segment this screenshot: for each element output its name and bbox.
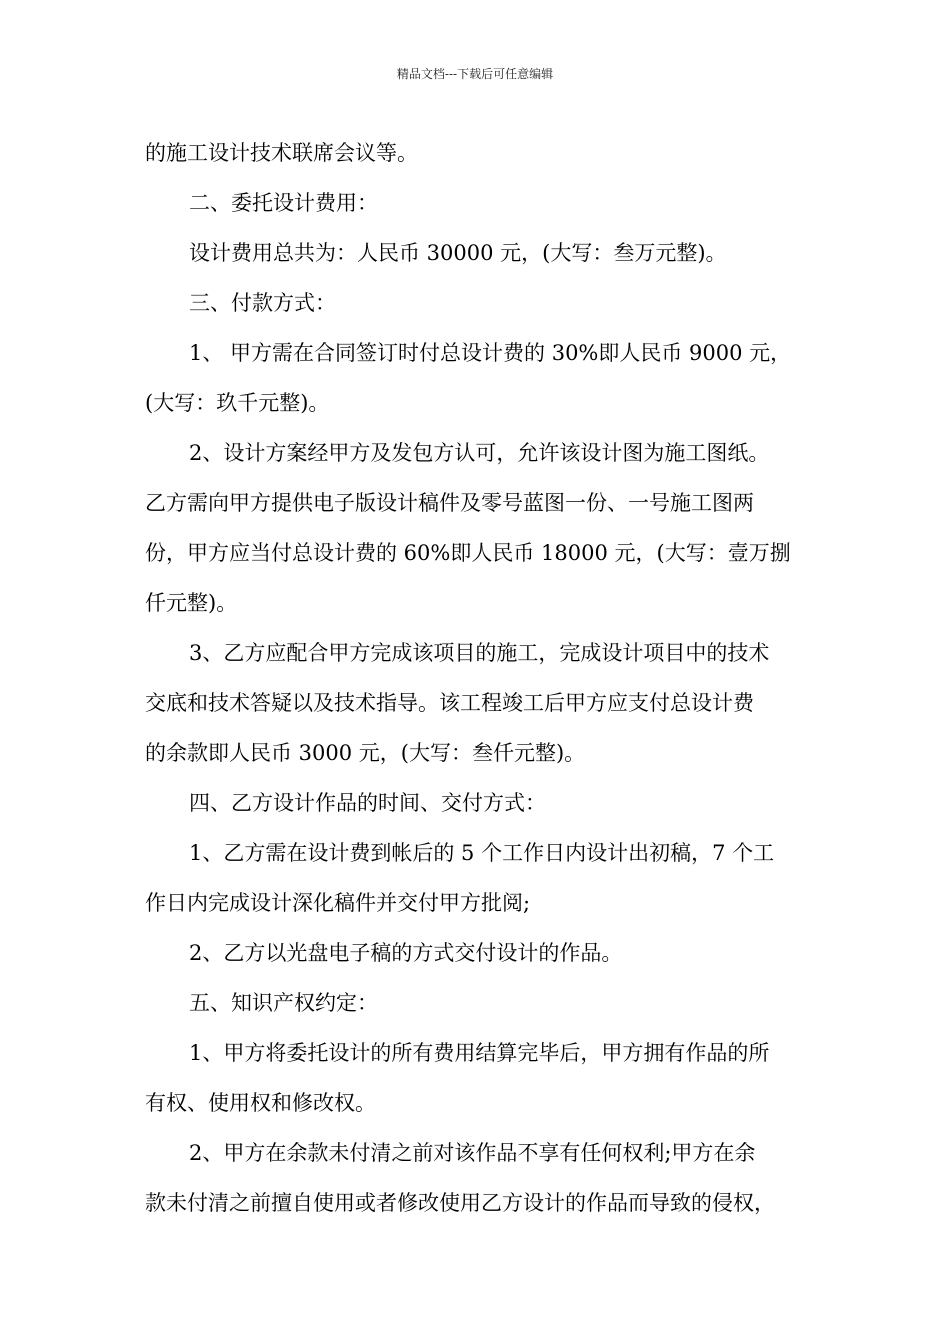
paragraph-line: 交底和技术答疑以及技术指导。该工程竣工后甲方应支付总设计费 — [145, 691, 754, 715]
paragraph-line: 的施工设计技术联席会议等。 — [145, 141, 418, 165]
section-heading: 五、知识产权约定： — [189, 991, 378, 1015]
paragraph-line: 的余款即人民币 3000 元，(大写：叁仟元整)。 — [145, 741, 586, 765]
paragraph-line: 份，甲方应当付总设计费的 60%即人民币 18000 元，(大写：壹万捌 — [145, 541, 791, 565]
paragraph-line: 2、甲方在余款未付清之前对该作品不享有任何权利;甲方在余 — [189, 1141, 756, 1165]
page-header: 精品文档---下载后可任意编辑 — [396, 67, 554, 81]
section-heading: 四、乙方设计作品的时间、交付方式： — [189, 791, 546, 815]
paragraph-line: 作日内完成设计深化稿件并交付甲方批阅; — [145, 891, 531, 915]
paragraph-line: 2、乙方以光盘电子稿的方式交付设计的作品。 — [189, 941, 623, 965]
paragraph-line: 设计费用总共为：人民币 30000 元，(大写：叁万元整)。 — [189, 241, 727, 265]
paragraph-line: 1、乙方需在设计费到帐后的 5 个工作日内设计出初稿，7 个工 — [189, 841, 775, 865]
section-heading: 三、付款方式： — [189, 291, 336, 315]
paragraph-line: 3、乙方应配合甲方完成该项目的施工，完成设计项目中的技术 — [189, 641, 770, 665]
paragraph-line: (大写：玖千元整)。 — [145, 391, 330, 415]
paragraph-line: 款未付清之前擅自使用或者修改使用乙方设计的作品而导致的侵权， — [145, 1191, 775, 1215]
paragraph-line: 仟元整)。 — [145, 591, 238, 615]
paragraph-line: 1、甲方将委托设计的所有费用结算完毕后，甲方拥有作品的所 — [189, 1041, 770, 1065]
paragraph-line: 1、 甲方需在合同签订时付总设计费的 30%即人民币 9000 元， — [189, 341, 792, 365]
document-body — [145, 128, 813, 1228]
paragraph-line: 乙方需向甲方提供电子版设计稿件及零号蓝图一份、一号施工图两 — [145, 491, 754, 515]
section-heading: 二、委托设计费用： — [189, 191, 378, 215]
paragraph-line: 2、设计方案经甲方及发包方认可，允许该设计图为施工图纸。 — [189, 441, 770, 465]
paragraph-line: 有权、使用权和修改权。 — [145, 1091, 376, 1115]
